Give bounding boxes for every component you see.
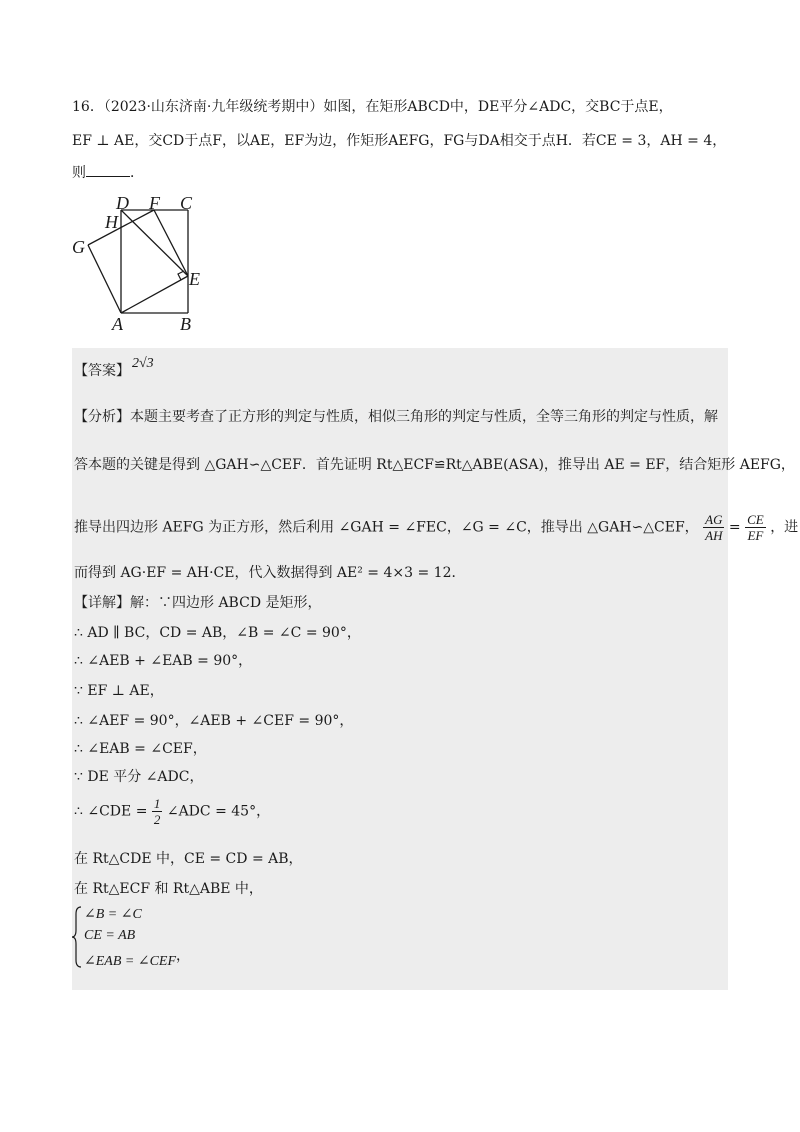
fraction-one-half-den: 2 [153, 812, 161, 827]
fraction-ag-ah-den: AH [705, 528, 723, 543]
problem-line-1: 16．（2023·山东济南·九年级统考期中）如图，在矩形ABCD中，DE平分∠ADC，交BC于点E， [72, 99, 673, 115]
label-g: G [72, 237, 85, 257]
analysis-line-3 [74, 512, 798, 543]
detail-line-6: ∴ ∠EAB = ∠CEF， [74, 741, 207, 757]
system-brace [72, 906, 82, 968]
fraction-one-half [152, 796, 163, 827]
analysis-line-4: 而得到 AG·EF = AH·CE，代入数据得到 AE² = 4×3 = 12． [74, 565, 466, 581]
fraction-ce-ef-den: EF [747, 528, 764, 543]
fraction-ag-ah-num: AG [705, 512, 723, 527]
fraction-ce-ef-num: CE [747, 512, 764, 527]
label-b: B [180, 314, 191, 334]
geometry-figure [66, 192, 216, 338]
detail-line-2: ∴ AD ∥ BC，CD = AB，∠B = ∠C = 90°， [74, 625, 361, 641]
analysis-line-1: 【分析】本题主要考查了正方形的判定与性质，相似三角形的判定与性质，全等三角形的判定与性质，解 [74, 409, 718, 425]
answer-blank [86, 164, 130, 177]
analysis-line-3a: 推导出四边形 AEFG 为正方形，然后利用 ∠GAH = ∠FEC，∠G = ∠C，推导出 △GAH∽△CEF， [74, 519, 699, 536]
label-h: H [105, 212, 118, 232]
detail-line-3: ∴ ∠AEB + ∠EAB = 90°， [74, 653, 253, 669]
label-f: F [149, 193, 160, 213]
problem-line-3-prefix: 则 [72, 165, 86, 181]
label-e: E [189, 269, 200, 289]
detail-rt-ecf-abe: 在 Rt△ECF 和 Rt△ABE 中， [74, 881, 263, 897]
answer-row [74, 356, 154, 380]
detail-angle-cde [74, 796, 270, 827]
answer-label: 【答案】 [74, 363, 130, 379]
system-end-comma: ， [176, 949, 191, 964]
detail-line-5: ∴ ∠AEF = 90°，∠AEB + ∠CEF = 90°， [74, 713, 354, 729]
problem-line-2: EF ⊥ AE，交CD于点F，以AE，EF为边，作矩形AEFG，FG与DA相交于点H．若CE = 3，AH = 4， [72, 133, 727, 149]
detail-rt-cde: 在 Rt△CDE 中，CE = CD = AB， [74, 851, 303, 867]
fraction-ag-ah [703, 512, 724, 543]
fraction-ce-ef [745, 512, 766, 543]
detail-line-7: ∵ DE 平分 ∠ADC， [74, 769, 204, 785]
analysis-line-3-eq: = [728, 519, 741, 536]
system-eq-1: ∠B = ∠C [84, 907, 142, 922]
answer-value: 2√3 [132, 356, 154, 371]
analysis-line-2: 答本题的关键是得到 △GAH∽△CEF．首先证明 Rt△ECF≌Rt△ABE(ASA)，推导出 AE = EF，结合矩形 AEFG， [74, 457, 795, 473]
detail-line-4: ∵ EF ⊥ AE， [74, 683, 164, 699]
label-d: D [116, 193, 129, 213]
system-eq-3-text: ∠EAB = ∠CEF [84, 954, 177, 969]
problem-line-3-suffix: ． [130, 165, 144, 181]
detail-angle-cde-prefix: ∴ ∠CDE = [74, 803, 148, 820]
system-eq-2: CE = AB [84, 928, 136, 943]
label-c: C [180, 193, 193, 213]
detail-line-1: 【详解】解：∵四边形 ABCD 是矩形， [74, 595, 322, 611]
system-eq-3 [84, 950, 190, 970]
fraction-one-half-num: 1 [153, 796, 161, 811]
analysis-line-3b: ，进 [770, 519, 799, 536]
label-a: A [112, 314, 123, 334]
problem-line-3 [72, 162, 144, 182]
detail-angle-cde-suffix: ∠ADC = 45°， [166, 803, 271, 820]
